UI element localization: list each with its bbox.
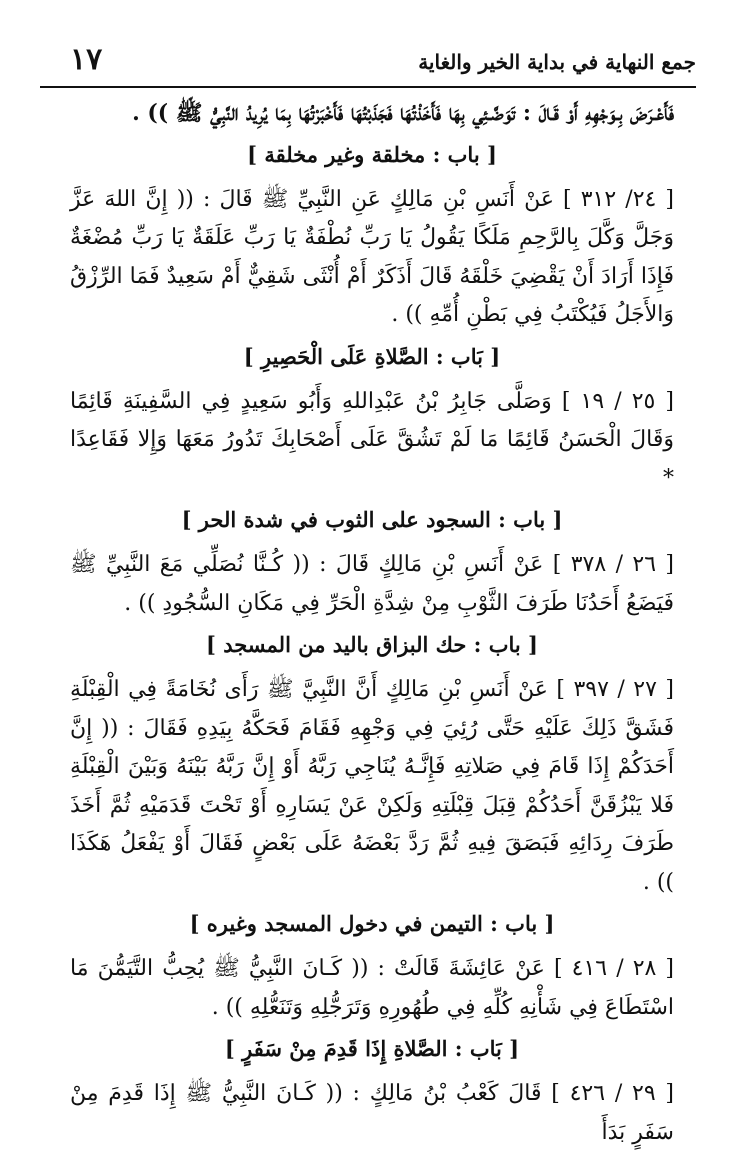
hadith-paragraph: [ ٢٩ / ٤٢٦ ] قَالَ كَعْبُ بْنُ مَالِكٍ : (( كَـانَ النَّبِيُّ ﷺ إِذَا قَدِمَ مِنْ سَفَرٍ بَدَأَ	[70, 1081, 675, 1145]
chapter-heading: [ باب : التيمن في دخول المسجد وغيره ]	[189, 911, 555, 936]
running-title: جمع النهاية في بداية الخير والغاية	[418, 50, 696, 74]
chapter-heading: [ بَاب : الصَّلاةِ إِذَا قَدِمَ مِنْ سَفَرٍ ]	[224, 1036, 520, 1061]
hadith-paragraph: فَأَعْـرَضَ بِـوَجْهِهِ أَوْ قَـالَ : تَوَضَّـئِي بِهَا فَأَخَذْتُهَا فَجَذَبْتُهَا فَأَخْبَرْتُهَا بِمَا يُرِيدُ النَّبِيُّ ﷺ )) .	[132, 100, 674, 126]
chapter-heading: [ بَاب : الصَّلاةِ عَلَى الْحَصِيرِ ]	[243, 343, 501, 369]
page-number: ١٧	[70, 42, 103, 77]
page-body	[70, 94, 674, 1152]
hadith-paragraph: [ ٢٦ / ٣٧٨ ] عَنْ أَنَسِ بْنِ مَالِكٍ قَالَ : (( كُـنَّا نُصَلِّي مَعَ النَّبِيِّ ﷺ فَيَضَعُ أَحَدُنَا طَرَفَ الثَّوْبِ مِنْ شِدَّةِ الْحَرِّ فِي مَكَانِ السُّجُودِ )) .	[70, 552, 674, 616]
chapter-heading: [ باب : السجود على الثوب في شدة الحر ]	[181, 507, 563, 532]
chapter-heading: [ باب : مخلقة وغير مخلقة ]	[247, 141, 497, 167]
hadith-paragraph: [ ٢٨ / ٤١٦ ] عَنْ عَائِشَةَ قَالَتْ : (( كَـانَ النَّبِيُّ ﷺ يُحِبُّ التَّيَمُّنَ مَا اسْتَطَاعَ فِي شَأْنِهِ كُلِّهِ فِي طُهُورِهِ وَتَرَجُّلِهِ وَتَنَعُّلِهِ )) .	[70, 956, 675, 1020]
hadith-paragraph: [ ٢٧ / ٣٩٧ ] عَنْ أَنَسِ بْنِ مَالِكٍ أَنَّ النَّبِيَّ ﷺ رَأَى نُخَامَةً فِي الْقِبْلَةِ فَشَقَّ ذَلِكَ عَلَيْهِ حَتَّى رُئِيَ فِي وَجْهِهِ فَقَامَ فَحَكَّهُ بِيَدِهِ فَقَالَ : (( إِنَّ أَحَدَكُمْ إِذَا قَامَ فِي صَلاتِهِ فَإِنَّـهُ يُنَاجِي رَبَّهُ أَوْ إِنَّ رَبَّهُ بَيْنَهُ وَبَيْنَ الْقِبْلَةِ فَلا يَبْزُقَنَّ أَحَدُكُمْ قِبَلَ قِبْلَتِهِ وَلَكِنْ عَنْ يَسَارِهِ أَوْ تَحْتَ قَدَمَيْهِ ثُمَّ أَخَذَ طَرَفَ رِدَائِهِ فَبَصَقَ فِيهِ ثُمَّ رَدَّ بَعْضَهُ عَلَى بَعْضٍ فَقَالَ أَوْ يَفْعَلُ هَكَذَا )) .	[70, 677, 674, 895]
page-header	[40, 40, 696, 88]
hadith-paragraph: [ ٢٥ / ١٩ ] وَصَلَّى جَابِرُ بْنُ عَبْدِاللهِ وَأَبُو سَعِيدٍ فِي السَّفِينَةِ قَائِمًا وَقَالَ الْحَسَنُ قَائِمًا مَا لَمْ تَشُقَّ عَلَى أَصْحَابِكَ تَدُورُ مَعَهَا وَإِلا فَقَاعِدًا *	[70, 388, 674, 491]
chapter-heading: [ باب : حك البزاق باليد من المسجد ]	[205, 632, 538, 657]
hadith-paragraph: [ ٢٤/ ٣١٢ ] عَنْ أَنَسِ بْنِ مَالِكٍ عَنِ النَّبِيِّ ﷺ قَالَ : (( إِنَّ اللهَ عَزَّ وَجَلَّ وَكَّلَ بِالرَّحِمِ مَلَكًا يَقُولُ يَا رَبِّ نُطْفَةٌ يَا رَبِّ عَلَقَةٌ يَا رَبِّ مُضْغَةٌ فَإِذَا أَرَادَ أَنْ يَقْضِيَ خَلْقَهُ قَالَ أَذَكَرٌ أَمْ أُنْثَى شَقِيٌّ أَمْ سَعِيدٌ فَمَا الرِّزْقُ وَالأَجَلُ فَيُكْتَبُ فِي بَطْنِ أُمِّهِ )) .	[70, 186, 675, 327]
